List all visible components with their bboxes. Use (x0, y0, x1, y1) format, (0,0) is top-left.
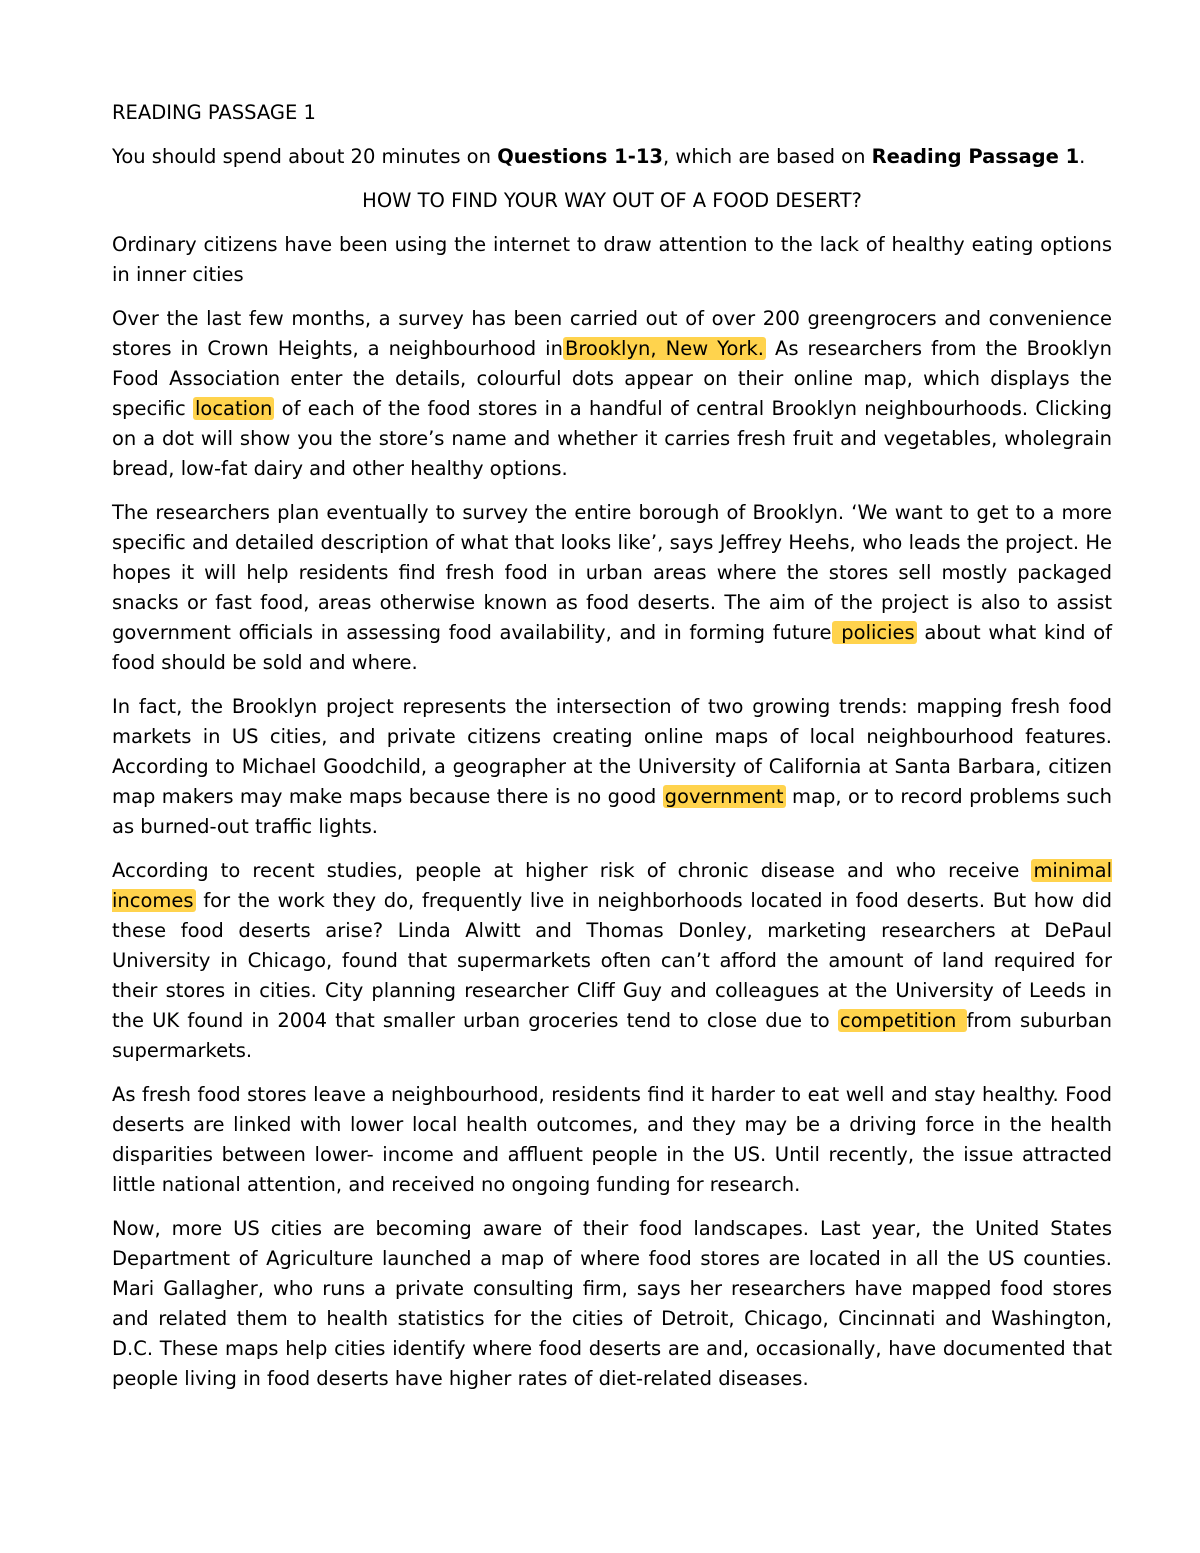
paragraph-3-text-a: In fact, the Brooklyn project represents the intersection of two growing trends: mapping fresh food markets in US cities, and private citizens creating online maps of local neighbourhood features. According to Michael Goodchild, a geographer at the University of California at Santa Barbara, citizen map makers may make maps because there is no good (112, 695, 1112, 808)
paragraph-5: As fresh food stores leave a neighbourhood, residents find it harder to eat well and stay healthy. Food deserts are linked with lower local health outcomes, and they may be a driving force in the health disparities between lower- income and affluent people in the US. Until recently, the issue attracted little national attention, and received no ongoing funding for research. (112, 1083, 1112, 1196)
paragraph-1-text-c: of each of the food stores in a handful of central Brooklyn neighbourhoods. Clicking on a dot will show you the store’s name and whether it carries fresh fruit and vegetables, wholegrain bread, low-fat dairy and other healthy options. (112, 397, 1112, 480)
instruction-mid: , which are based on (662, 145, 872, 168)
paragraph-4 (112, 856, 1112, 1066)
paragraph-6: Now, more US cities are becoming aware of their food landscapes. Last year, the United States Department of Agriculture launched a map of where food stores are located in all the US counties. Mari Gallagher, who runs a private consulting firm, says her researchers have mapped food stores and related them to health statistics for the cities of Detroit, Chicago, Cincinnati and Washington, D.C. These maps help cities identify where food deserts are and, occasionally, have documented that people living in food deserts have higher rates of diet-related diseases. (112, 1217, 1112, 1390)
paragraph-2-text-b: about what kind of food should be sold and where. (112, 621, 1113, 674)
passage-heading: READING PASSAGE 1 (112, 101, 316, 124)
paragraph-1-text-a: Over the last few months, a survey has been carried out of over 200 greengrocers and convenience stores in Crown Heights, a neighbourhood in (112, 307, 1112, 360)
highlight-minimal-incomes: minimal incomes (112, 859, 1112, 912)
highlight-government: government (664, 785, 784, 808)
paragraph-3 (112, 692, 1112, 842)
document-page (112, 98, 1112, 1408)
instruction-questions: Questions 1-13 (497, 145, 663, 168)
instruction-passage: Reading Passage 1 (871, 145, 1080, 168)
passage-subtitle: Ordinary citizens have been using the internet to draw attention to the lack of healthy eating options in inner cities (112, 233, 1112, 286)
passage-title: HOW TO FIND YOUR WAY OUT OF A FOOD DESERT? (362, 189, 862, 212)
paragraph-4-text-a: According to recent studies, people at higher risk of chronic disease and who receive (112, 859, 1032, 882)
paragraph-4-text-c: from suburban supermarkets. (112, 1009, 1112, 1062)
paragraph-3-text-b: map, or to record problems such as burned-out traffic lights. (112, 785, 1113, 838)
highlight-competition: competition (839, 1009, 965, 1032)
highlight-policies: policies (833, 621, 915, 644)
instruction-post: . (1079, 145, 1086, 168)
paragraph-1-text-b: As researchers from the Brooklyn Food Association enter the details, colourful dots appear on their online map, which displays the specific (112, 337, 1113, 420)
highlight-location: location (194, 397, 273, 420)
instruction-pre: You should spend about 20 minutes on (112, 145, 498, 168)
paragraph-1 (112, 304, 1112, 484)
paragraph-4-text-b: for the work they do, frequently live in neighborhoods located in food deserts. But how did these food deserts arise? Linda Alwitt and Thomas Donley, marketing researchers at DePaul University in Chicago, found that supermarkets often can’t afford the amount of land required for their stores in cities. City planning researcher Cliff Guy and colleagues at the University of Leeds in the UK found in 2004 that smaller urban groceries tend to close due to (112, 889, 1112, 1032)
paragraph-2-text-a: The researchers plan eventually to survey the entire borough of Brooklyn. ‘We want to get to a more specific and detailed description of what that looks like’, says Jeffrey Heehs, who leads the project. He hopes it will help residents find fresh food in urban areas where the stores sell mostly packaged snacks or fast food, areas otherwise known as food deserts. The aim of the project is also to assist government officials in assessing food availability, and in forming future (112, 501, 1112, 644)
paragraph-2 (112, 498, 1112, 678)
instruction-line (112, 142, 1112, 172)
highlight-brooklyn-new-york: Brooklyn, New York. (564, 337, 764, 360)
